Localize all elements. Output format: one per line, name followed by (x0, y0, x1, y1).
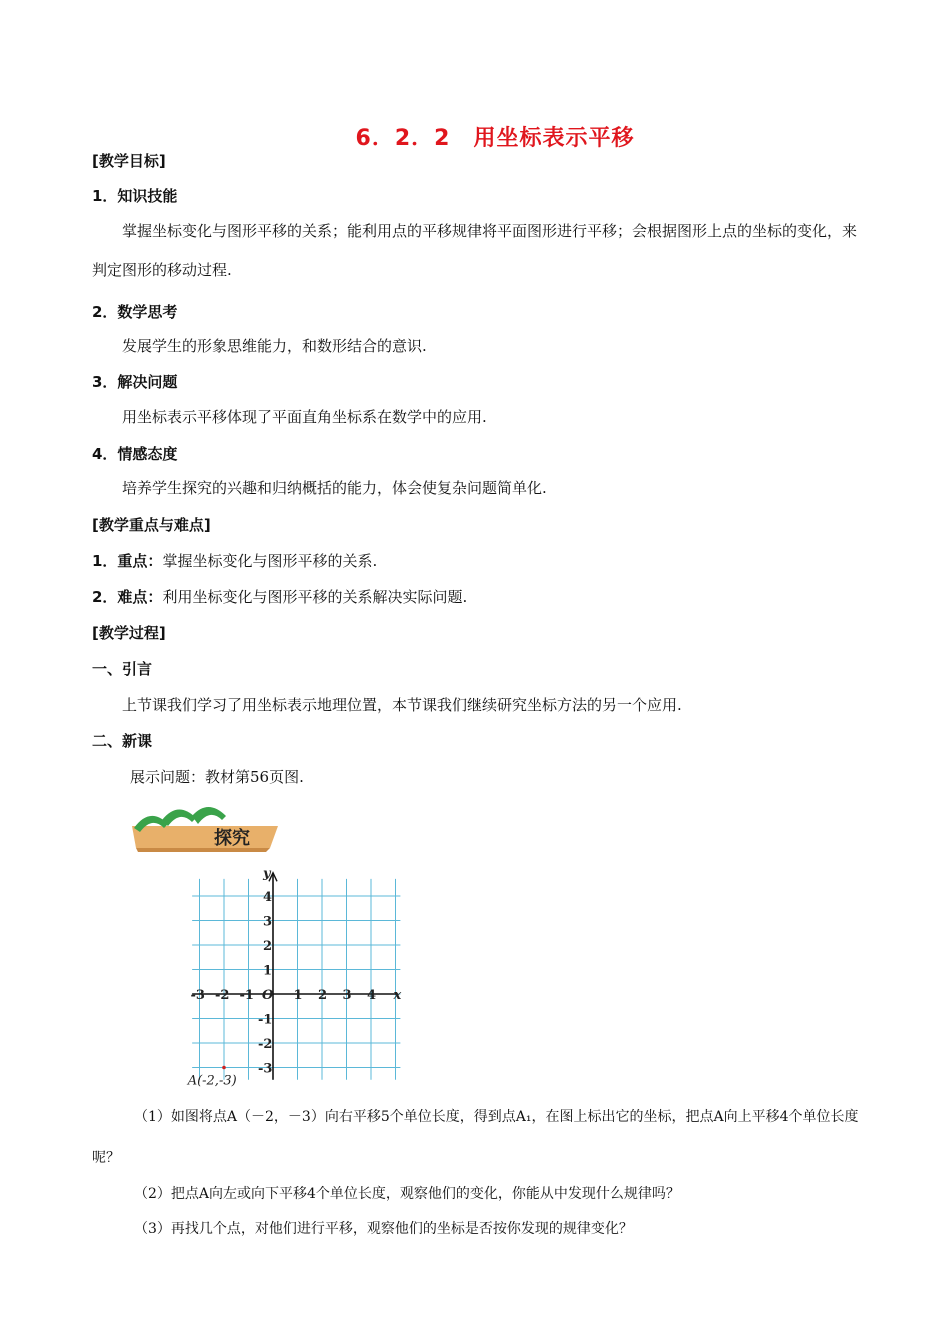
objective-text-4: 培养学生探究的兴趣和归纳概括的能力，体会使复杂问题简单化. (122, 479, 547, 497)
intro-text: 上节课我们学习了用坐标表示地理位置，本节课我们继续研究坐标方法的另一个应用. (122, 696, 682, 714)
x-tick-label: 4 (367, 988, 377, 1003)
page-title: 6．2．2 用坐标表示平移 (355, 126, 635, 151)
objective-label-2: 2．数学思考 (92, 303, 178, 321)
y-tick-label: -1 (258, 1012, 273, 1028)
x-axis-label: x (393, 988, 402, 1003)
coordinate-figure (128, 798, 428, 1088)
key-point-1 (92, 551, 377, 571)
question-1: （1）如图将点A（－2，－3）向右平移5个单位长度，得到点A₁，在图上标出它的坐标，把点A向上平移4个单位长度呢？ (92, 1109, 859, 1166)
y-tick-label: 1 (263, 963, 273, 979)
coordinate-figure-svg (128, 798, 428, 1088)
key-point-label-1: 1．重点： (92, 552, 163, 570)
point-a-label: A(-2,-3) (187, 1073, 237, 1088)
explore-banner-text: 探究 (214, 828, 250, 849)
objective-label-3: 3．解决问题 (92, 373, 178, 391)
question-2: （2）把点A向左或向下平移4个单位长度，观察他们的变化，你能从中发现什么规律吗？ (134, 1186, 680, 1202)
objective-label-4: 4．情感态度 (92, 445, 178, 463)
y-axis-label: y (263, 866, 271, 882)
y-tick-label: -3 (258, 1061, 273, 1077)
axis-labels (191, 867, 402, 1077)
process-heading: [教学过程] (92, 624, 166, 642)
explore-banner (132, 807, 278, 852)
x-tick-label: 3 (342, 988, 352, 1003)
arrow-icon (162, 809, 196, 826)
y-tick-label: 2 (263, 939, 273, 954)
objective-text-3: 用坐标表示平移体现了平面直角坐标系在数学中的应用. (122, 408, 487, 426)
x-tick-label: 1 (293, 988, 303, 1003)
axes (192, 873, 398, 1080)
objectives-heading: [教学目标] (92, 152, 166, 170)
x-tick-label: -1 (239, 988, 254, 1003)
key-point-label-2: 2．难点： (92, 588, 163, 606)
objective-text-1: 掌握坐标变化与图形平移的关系；能利用点的平移规律将平面图形进行平移；会根据图形上点的坐标的变化，来判定图形的移动过程. (92, 222, 858, 279)
grid (192, 879, 400, 1080)
x-tick-label: -3 (190, 988, 205, 1003)
arrow-icon (192, 807, 226, 824)
point-a-marker (222, 1066, 226, 1070)
new-lesson-heading: 二、新课 (92, 732, 153, 750)
y-tick-label: 4 (263, 890, 273, 905)
new-lesson-text: 展示问题：教材第56页图. (130, 768, 304, 786)
key-points-heading: [教学重点与难点] (92, 516, 211, 534)
intro-heading: 一、引言 (92, 660, 153, 678)
key-point-2 (92, 587, 467, 607)
x-tick-label: -2 (215, 988, 230, 1003)
key-point-text-2: 利用坐标变化与图形平移的关系解决实际问题. (162, 588, 468, 606)
y-tick-label: 3 (263, 914, 273, 930)
question-3: （3）再找几个点，对他们进行平移，观察他们的坐标是否按你发现的规律变化？ (134, 1221, 633, 1237)
objective-text-2: 发展学生的形象思维能力，和数形结合的意识. (122, 337, 427, 355)
objective-label-1: 1．知识技能 (92, 187, 178, 205)
origin-label: O (262, 988, 274, 1003)
x-tick-label: 2 (318, 988, 328, 1003)
key-point-text-1: 掌握坐标变化与图形平移的关系. (162, 552, 378, 570)
y-tick-label: -2 (258, 1037, 273, 1052)
